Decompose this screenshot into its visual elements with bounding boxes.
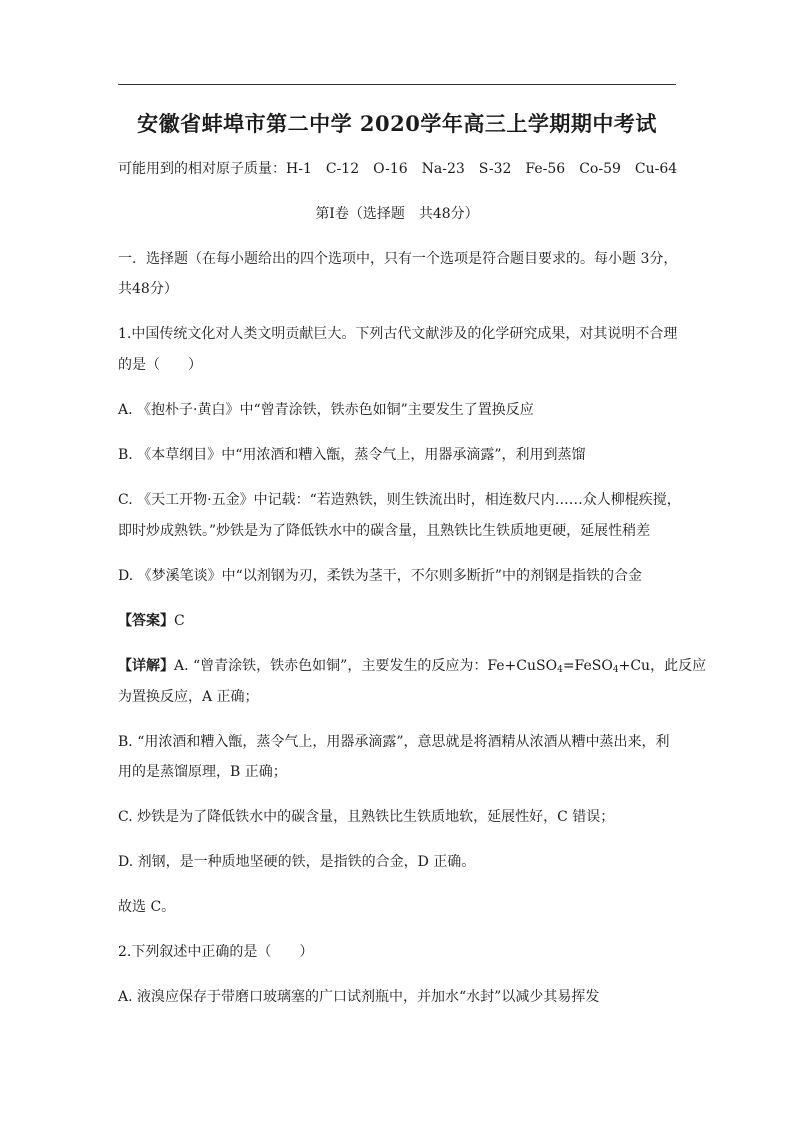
detail-label: 【详解】 xyxy=(118,658,174,674)
question-1-option-d: D. 《梦溪笔谈》中“以剂钢为刃，柔铁为茎干，不尔则多断折”中的剂钢是指铁的合金 xyxy=(118,568,642,584)
header-rule xyxy=(118,84,676,85)
question-1-option-c-line-1: C. 《天工开物·五金》中记载：“若造熟铁，则生铁流出时，相连数尺内……众人柳棍疾搅， xyxy=(118,492,681,508)
detail-b-line-1: B. “用浓酒和糟入甑，蒸令气上，用器承滴露”，意思就是将酒精从浓酒从糟中蒸出来，利 xyxy=(118,734,670,750)
question-1-stem-line-2: 的是（ ） xyxy=(118,357,202,373)
detail-a-text-2: =FeSO xyxy=(562,658,613,674)
detail-d: D. 剂钢，是一种质地坚硬的铁，是指铁的合金，D 正确。 xyxy=(118,854,476,870)
section-instructions-line-1: 一．选择题（在每小题给出的四个选项中，只有一个选项是符合题目要求的。每小题 3分， xyxy=(118,251,678,267)
question-1-stem-line-1: 1.中国传统文化对人类文明贡献巨大。下列古代文献涉及的化学研究成果，对其说明不合理 xyxy=(118,326,678,342)
answer-line xyxy=(118,611,678,631)
question-1-option-b: B. 《本草纲目》中“用浓酒和糟入甑，蒸令气上，用器承滴露”，利用到蒸馏 xyxy=(118,447,586,463)
question-1-option-a: A. 《抱朴子·黄白》中“曾青涂铁，铁赤色如铜”主要发生了置换反应 xyxy=(118,402,534,418)
subscript: 4 xyxy=(612,665,619,675)
detail-a-line-1 xyxy=(118,656,707,676)
conclusion: 故选 C。 xyxy=(118,899,176,915)
detail-c: C. 炒铁是为了降低铁水中的碳含量，且熟铁比生铁质地软，延展性好，C 错误； xyxy=(118,809,615,825)
atomic-mass-line: 可能用到的相对原子质量：H-1 C-12 O-16 Na-23 S-32 Fe-56 Co-59 Cu-64 xyxy=(118,161,678,177)
detail-a-text-1: A. “曾青涂铁，铁赤色如铜”，主要发生的反应为：Fe+CuSO xyxy=(174,658,558,674)
question-1-option-c-line-2: 即时炒成熟铁。”炒铁是为了降低铁水中的碳含量，且熟铁比生铁质地更硬，延展性稍差 xyxy=(118,523,651,539)
subscript: 4 xyxy=(557,665,563,675)
answer-value: C xyxy=(174,613,185,629)
volume-title: 第Ⅰ卷（选择题 共48分） xyxy=(315,206,479,222)
detail-b-line-2: 用的是蒸馏原理，B 正确； xyxy=(118,764,287,780)
exam-title: 安徽省蚌埠市第二中学 2020学年高三上学期期中考试 xyxy=(137,111,657,136)
question-2-stem: 2.下列叙述中正确的是（ ） xyxy=(118,944,314,960)
detail-a-text-3: +Cu，此反应 xyxy=(618,658,707,674)
question-2-option-a: A. 液溴应保存于带磨口玻璃塞的广口试剂瓶中，并加水“水封”以减少其易挥发 xyxy=(118,989,600,1005)
section-instructions-line-2: 共48分） xyxy=(118,281,178,297)
answer-label: 【答案】 xyxy=(118,613,174,629)
detail-a-line-2: 为置换反应，A 正确； xyxy=(118,689,259,705)
